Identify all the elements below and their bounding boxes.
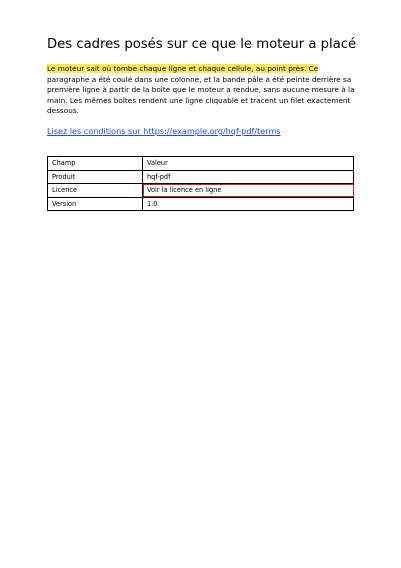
terms-link[interactable]: Lisez les conditions sur https://example.org/hqf-pdf/terms <box>47 126 281 136</box>
highlighted-first-line: Le moteur sait où tombe chaque ligne et chaque cellule, au point près. Ce <box>47 64 319 73</box>
row-value-cell: hqf-pdf <box>143 170 354 184</box>
info-table <box>47 156 354 211</box>
row-key-cell: Produit <box>48 170 143 184</box>
table-header-row <box>48 157 354 171</box>
row-value-cell: 1.0 <box>143 197 354 211</box>
body-paragraph <box>47 64 359 117</box>
row-key-cell: Version <box>48 197 143 211</box>
header-value-cell: Valeur <box>143 157 354 171</box>
row-key-cell: Licence <box>48 184 143 198</box>
paragraph-rest: paragraphe a été coulé dans une colonne, et la bande pâle a été peinte derrière sa première ligne à partir de la boîte que le moteur a rendue, sans aucune mesure à la main. Les mêmes boîtes rendent une ligne cliquable et tracent un filet exactement dessous. <box>47 74 355 116</box>
page-title: Des cadres posés sur ce que le moteur a placé <box>47 37 357 52</box>
table-row <box>48 170 354 184</box>
table-row <box>48 197 354 211</box>
header-key-cell: Champ <box>48 157 143 171</box>
table-row-licence[interactable] <box>48 184 354 198</box>
licence-link-cell[interactable]: Voir la licence en ligne <box>143 184 354 198</box>
